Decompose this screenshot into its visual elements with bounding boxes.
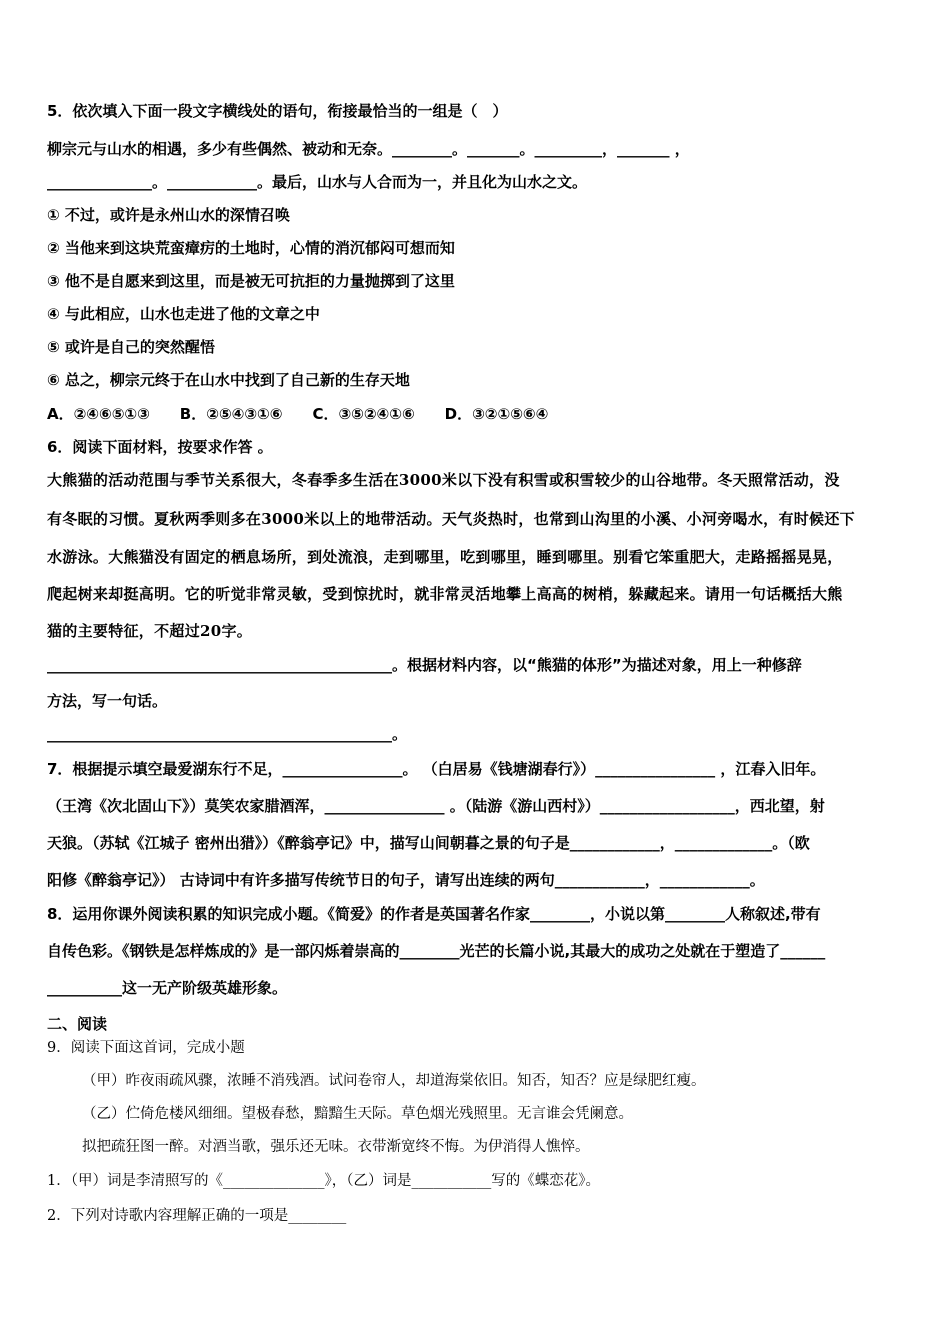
poem-yi-line-2: 拟把疏狂图一醉。对酒当歌，强乐还无味。衣带渐宽终不悔。为伊消得人憔悴。	[82, 1139, 590, 1155]
q5-choices: A．②④⑥⑤①③ B．②⑤④③①⑥ C．③⑤②④①⑥ D．③②①⑤⑥④	[47, 405, 549, 423]
q5-option-6: ⑥ 总之，柳宗元终于在山水中找到了自己新的生存天地	[47, 371, 410, 389]
q5-option-5: ⑤ 或许是自己的突然醒悟	[47, 338, 215, 356]
q8-line-1: 8．运用你课外阅读积累的知识完成小题。《简爱》的作者是英国著名作家________，小说以第________人称叙述,带有	[47, 905, 821, 923]
q6-passage-line-1: 大熊猫的活动范围与季节关系很大，冬春季多生活在3000米以下没有积雪或积雪较少的山谷地带。冬天照常活动，没	[47, 471, 840, 489]
q9-sub-2: 2．下列对诗歌内容理解正确的一项是________	[47, 1208, 347, 1224]
q5-passage-line-2: ______________。____________。最后，山水与人合而为一，并且化为山水之文。	[47, 173, 588, 191]
q7-line-4: 阳修《醉翁亭记》） 古诗词中有许多描写传统节日的句子，请写出连续的两句____________，____________。	[47, 871, 765, 889]
q5-option-4: ④ 与此相应，山水也走进了他的文章之中	[47, 305, 320, 323]
q5-stem: 5．依次填入下面一段文字横线处的语句，衔接最恰当的一组是（ ）	[47, 102, 508, 120]
q6-answer-line-2: 方法，写一句话。	[47, 692, 168, 710]
q8-line-3: __________这一无产阶级英雄形象。	[47, 979, 288, 997]
poem-yi-line-1: （乙）伫倚危楼风细细。望极春愁，黯黯生天际。草色烟光残照里。无言谁会凭阑意。	[82, 1106, 633, 1122]
q6-passage-line-2: 有冬眠的习惯。夏秋两季则多在3000米以上的地带活动。天气炎热时，也常到山沟里的小溪、小河旁喝水，有时候还下	[47, 510, 855, 528]
q5-option-2: ② 当他来到这块荒蛮瘴疠的土地时，心情的消沉郁闷可想而知	[47, 239, 455, 257]
q9-sub-1: 1．（甲）词是李清照写的《______________》，（乙）词是___________写的《蝶恋花》。	[47, 1173, 600, 1189]
q8-line-2: 自传色彩。《钢铁是怎样炼成的》是一部闪烁着崇高的________光芒的长篇小说,其最大的成功之处就在于塑造了______	[47, 942, 826, 960]
q6-answer-line-3: ______________________________________________。	[47, 725, 408, 743]
q6-stem: 6．阅读下面材料，按要求作答 。	[47, 438, 273, 456]
q7-line-3: 天狼。（苏轼《江城子 密州出猎》）《醉翁亭记》中，描写山间朝暮之景的句子是____________，_____________。（欧	[47, 834, 810, 852]
q5-option-3: ③ 他不是自愿来到这里，而是被无可抗拒的力量抛掷到了这里	[47, 272, 455, 290]
poem-jia: （甲）昨夜雨疏风骤，浓睡不消残酒。试问卷帘人，却道海棠依旧。知否，知否？应是绿肥红瘦。	[82, 1073, 706, 1089]
q7-line-2: （王湾《次北固山下》）莫笑农家腊酒浑，________________ 。（陆游《游山西村》）__________________，西北望，射	[47, 797, 825, 815]
q5-passage-line-1: 柳宗元与山水的相遇，多少有些偶然、被动和无奈。________。_______。_________，_______ ，	[47, 140, 690, 158]
q6-passage-line-5: 猫的主要特征，不超过20字。	[47, 622, 253, 640]
q7-line-1: 7．根据提示填空最爱湖东行不足，________________。 （白居易《钱塘湖春行》）________________ ，江春入旧年。	[47, 760, 826, 778]
q6-passage-line-4: 爬起树来却挺高明。它的听觉非常灵敏，受到惊扰时，就非常灵活地攀上高高的树梢，躲藏起来。请用一句话概括大熊	[47, 585, 843, 603]
section-heading: 二、阅读	[47, 1015, 108, 1033]
q9-stem: 9．阅读下面这首词，完成小题	[47, 1040, 245, 1056]
q6-passage-line-3: 水游泳。大熊猫没有固定的栖息场所，到处流浪，走到哪里，吃到哪里，睡到哪里。别看它笨重肥大，走路摇摇晃晃，	[47, 548, 843, 566]
q6-answer-line-1: ______________________________________________。根据材料内容，以“熊猫的体形”为描述对象，用上一种修辞	[47, 656, 802, 674]
q5-option-1: ① 不过，或许是永州山水的深情召唤	[47, 206, 290, 224]
